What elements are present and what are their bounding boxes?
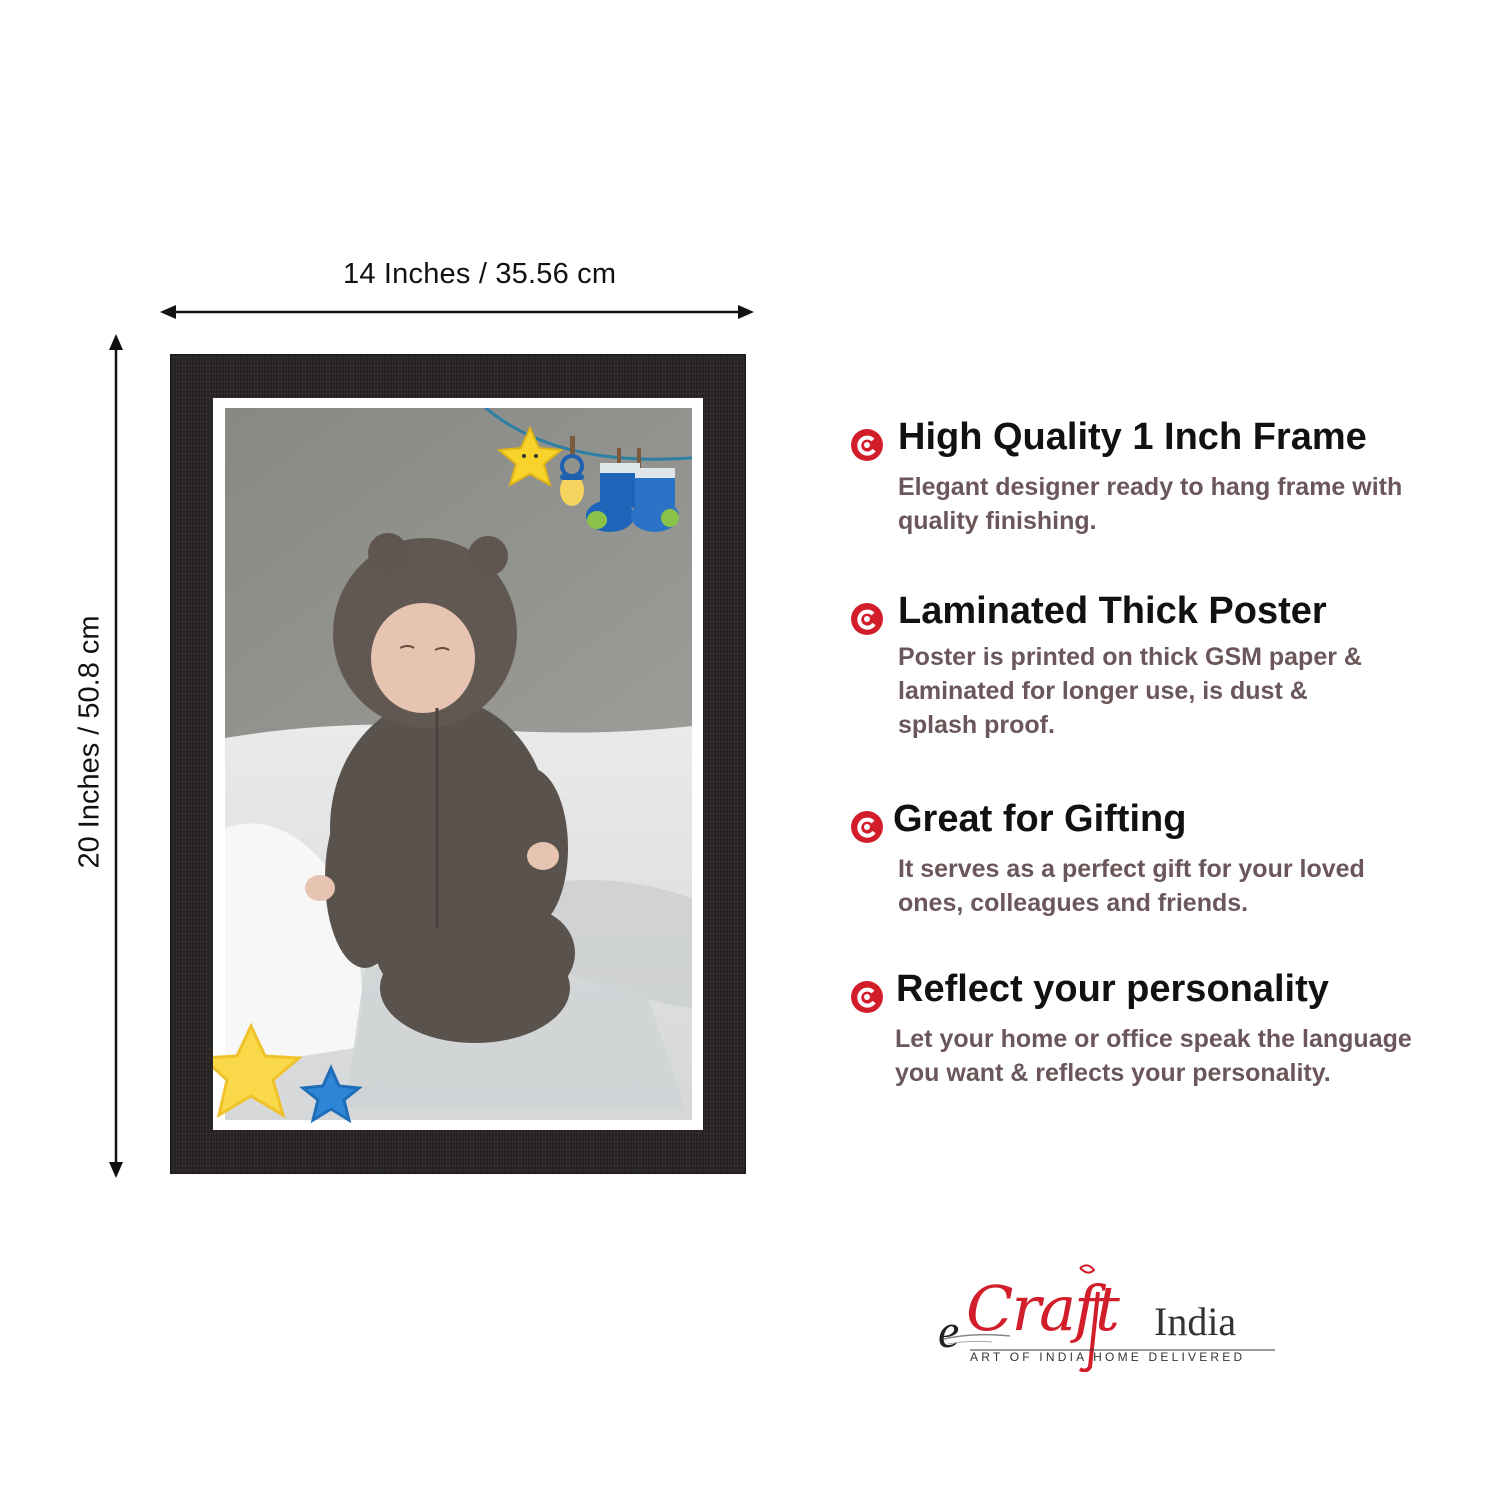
feature-description-line: quality finishing. (898, 507, 1097, 535)
brand-logo (930, 1262, 1290, 1372)
baby-photo-illustration (225, 408, 692, 1120)
logo-craft: Craft (966, 1272, 1118, 1345)
feature-description (898, 852, 1458, 920)
star-icon (303, 1068, 359, 1120)
corner-stars-icon (213, 1020, 373, 1132)
bullet-icon (850, 810, 884, 844)
bullet-icon (850, 602, 884, 636)
feature-title: Reflect your personality (896, 968, 1329, 1010)
bullet-icon (850, 428, 884, 462)
logo-india: India (1154, 1299, 1237, 1344)
feature-title: High Quality 1 Inch Frame (898, 416, 1367, 458)
feature-description-line: laminated for longer use, is dust & (898, 677, 1308, 705)
logo-letter-e: e (938, 1305, 960, 1358)
feature-description-line: splash proof. (898, 711, 1055, 739)
feature-description-line: Elegant designer ready to hang frame with (898, 473, 1403, 501)
bullet-icon (850, 980, 884, 1014)
feature-description (895, 1022, 1475, 1090)
width-arrow-icon (160, 300, 754, 324)
feature-title: Laminated Thick Poster (898, 590, 1327, 632)
feature-description (898, 470, 1458, 538)
feature-description-line: Poster is printed on thick GSM paper & (898, 643, 1362, 671)
feature-description (898, 640, 1458, 742)
height-arrow-icon (104, 334, 128, 1178)
feature-title: Great for Gifting (893, 798, 1187, 840)
width-dimension-label: 14 Inches / 35.56 cm (343, 258, 617, 290)
logo-tagline: ART OF INDIA HOME DELIVERED (970, 1350, 1246, 1364)
feature-description-line: It serves as a perfect gift for your loved (898, 855, 1365, 883)
feature-description-line: Let your home or office speak the language (895, 1025, 1412, 1053)
height-dimension-text: 20 Inches / 50.8 cm (73, 615, 106, 869)
star-icon (213, 1026, 299, 1115)
feature-description-line: ones, colleagues and friends. (898, 889, 1249, 917)
feature-description-line: you want & reflects your personality. (895, 1059, 1331, 1087)
poster-photo (225, 408, 692, 1120)
